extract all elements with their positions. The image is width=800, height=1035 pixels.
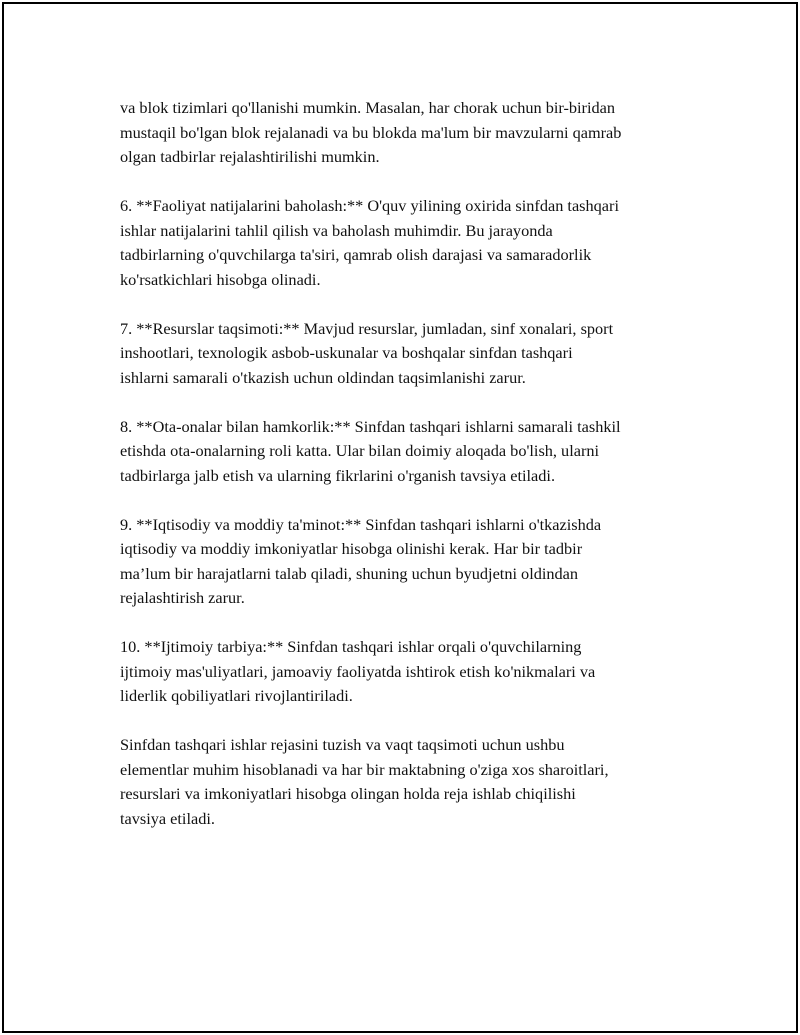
- text-line: tadbirlarga jalb etish va ularning fikrlarini o'rganish tavsiya etiladi.: [120, 465, 556, 485]
- text-line: olgan tadbirlar rejalashtirilishi mumkin.: [120, 147, 380, 166]
- paragraph-item-6: [120, 194, 700, 292]
- text-line: 7. **Resurslar taqsimoti:** Mavjud resurslar, jumladan, sinf xonalari, sport: [120, 318, 614, 338]
- paragraph-conclusion: [120, 733, 700, 831]
- page-frame: [2, 2, 798, 1033]
- paragraph-item-8: [120, 415, 700, 489]
- text-line: 6. **Faoliyat natijalarini baholash:** O'quv yilining oxirida sinfdan tashqari: [120, 196, 619, 215]
- text-line: resurslari va imkoniyatlari hisobga olingan holda reja ishlab chiqilishi: [120, 784, 576, 803]
- text-line: inshootlari, texnologik asbob-uskunalar va boshqalar sinfdan tashqari: [120, 343, 573, 362]
- text-line: ma’lum bir harajatlarni talab qiladi, shuning uchun byudjetni oldindan: [120, 563, 579, 583]
- text-line: ijtimoiy mas'uliyatlari, jamoaviy faoliyatda ishtirok etish ko'nikmalari va: [120, 661, 596, 681]
- text-line: iqtisodiy va moddiy imkoniyatlar hisobga olinishi kerak. Har bir tadbir: [120, 539, 583, 558]
- text-line: ko'rsatkichlari hisobga olinadi.: [120, 269, 321, 289]
- text-line: elementlar muhim hisoblanadi va har bir maktabning o'ziga xos sharoitlari,: [120, 759, 609, 779]
- text-line: tavsiya etiladi.: [120, 808, 215, 828]
- document-body: [120, 96, 700, 856]
- text-line: 9. **Iqtisodiy va moddiy ta'minot:** Sinfdan tashqari ishlarni o'tkazishda: [120, 514, 602, 534]
- text-line: etishda ota-onalarning roli katta. Ular bilan doimiy aloqada bo'lish, ularni: [120, 441, 600, 460]
- paragraph-item-10: [120, 635, 700, 709]
- text-line: 8. **Ota-onalar bilan hamkorlik:** Sinfdan tashqari ishlarni samarali tashkil: [120, 416, 621, 436]
- text-line: ishlarni samarali o'tkazish uchun oldindan taqsimlanishi zarur.: [120, 367, 526, 387]
- text-line: va blok tizimlari qo'llanishi mumkin. Masalan, har chorak uchun bir-biridan: [120, 98, 615, 117]
- text-line: ishlar natijalarini tahlil qilish va baholash muhimdir. Bu jarayonda: [120, 220, 553, 240]
- text-line: tadbirlarning o'quvchilarga ta'siri, qamrab olish darajasi va samaradorlik: [120, 245, 592, 264]
- paragraph-item-7: [120, 317, 700, 391]
- text-line: 10. **Ijtimoiy tarbiya:** Sinfdan tashqari ishlar orqali o'quvchilarning: [120, 637, 582, 656]
- text-line: liderlik qobiliyatlari rivojlantiriladi.: [120, 686, 353, 705]
- paragraph-item-9: [120, 513, 700, 611]
- text-line: rejalashtirish zarur.: [120, 588, 245, 607]
- text-line: Sinfdan tashqari ishlar rejasini tuzish va vaqt taqsimoti uchun ushbu: [120, 735, 565, 754]
- text-line: mustaqil bo'lgan blok rejalanadi va bu blokda ma'lum bir mavzularni qamrab: [120, 122, 622, 142]
- paragraph-continuation: [120, 96, 700, 170]
